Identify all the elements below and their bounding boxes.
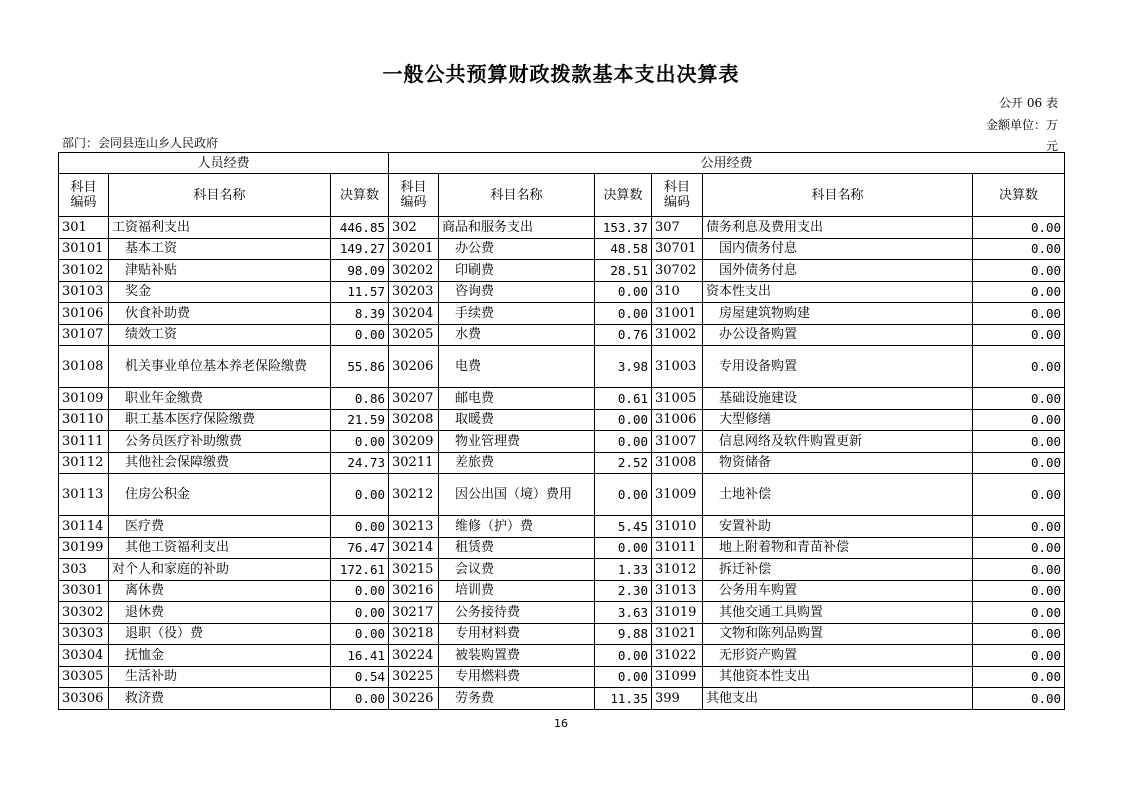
item-name: 津贴补贴: [109, 260, 331, 282]
item-code: 31001: [652, 303, 703, 325]
item-amount: 76.47: [331, 537, 389, 559]
item-amount: 0.00: [973, 645, 1065, 667]
item-code: 30207: [389, 388, 439, 410]
item-name: 离休费: [109, 580, 331, 602]
department-label: 部门：会同县连山乡人民政府: [62, 136, 219, 150]
item-code: 30209: [389, 431, 439, 453]
item-amount: 0.00: [595, 537, 652, 559]
item-name: 基本工资: [109, 238, 331, 260]
item-name: 物资储备: [703, 452, 973, 474]
item-name: 差旅费: [439, 452, 595, 474]
table-row: [59, 688, 1065, 710]
item-amount: 153.37: [595, 217, 652, 239]
table-row: [59, 645, 1065, 667]
item-amount: 0.61: [595, 388, 652, 410]
table-row: [59, 537, 1065, 559]
item-name: 职工基本医疗保险缴费: [109, 409, 331, 431]
item-amount: 0.00: [595, 409, 652, 431]
item-amount: 0.00: [973, 666, 1065, 688]
item-code: 30108: [59, 346, 109, 388]
item-amount: 0.00: [331, 431, 389, 453]
item-code: 31099: [652, 666, 703, 688]
item-code: 30216: [389, 580, 439, 602]
item-name: 国外债务付息: [703, 260, 973, 282]
item-amount: 0.00: [595, 281, 652, 303]
item-amount: 0.00: [331, 516, 389, 538]
item-code: 30206: [389, 346, 439, 388]
item-amount: 0.76: [595, 324, 652, 346]
table-row: [59, 474, 1065, 516]
item-code: 31005: [652, 388, 703, 410]
item-amount: 21.59: [331, 409, 389, 431]
item-name: 电费: [439, 346, 595, 388]
item-name: 抚恤金: [109, 645, 331, 667]
table-row: [59, 431, 1065, 453]
item-code: 30224: [389, 645, 439, 667]
item-amount: 0.00: [331, 324, 389, 346]
item-code: 30203: [389, 281, 439, 303]
item-amount: 149.27: [331, 238, 389, 260]
item-code: 30112: [59, 452, 109, 474]
item-name: 其他资本性支出: [703, 666, 973, 688]
page-number: 16: [554, 717, 568, 730]
item-code: 30215: [389, 559, 439, 581]
item-name: 债务利息及费用支出: [703, 217, 973, 239]
item-amount: 0.00: [595, 431, 652, 453]
table-row: [59, 346, 1065, 388]
item-name: 住房公积金: [109, 474, 331, 516]
item-amount: 0.00: [973, 303, 1065, 325]
item-name: 机关事业单位基本养老保险缴费: [109, 346, 331, 388]
item-code: 303: [59, 559, 109, 581]
item-code: 30202: [389, 260, 439, 282]
item-name: 救济费: [109, 688, 331, 710]
item-code: 307: [652, 217, 703, 239]
group-public: 公用经费: [389, 153, 1065, 174]
item-name: 房屋建筑物购建: [703, 303, 973, 325]
item-name: 退职（役）费: [109, 623, 331, 645]
item-name: 伙食补助费: [109, 303, 331, 325]
header-amount: 决算数: [973, 174, 1065, 217]
item-amount: 2.30: [595, 580, 652, 602]
item-name: 专用燃料费: [439, 666, 595, 688]
table-row: [59, 217, 1065, 239]
item-code: 31007: [652, 431, 703, 453]
item-name: 专用材料费: [439, 623, 595, 645]
item-name: 无形资产购置: [703, 645, 973, 667]
item-code: 31011: [652, 537, 703, 559]
item-amount: 0.00: [973, 324, 1065, 346]
item-amount: 0.00: [331, 623, 389, 645]
item-name: 公务接待费: [439, 602, 595, 624]
item-name: 公务用车购置: [703, 580, 973, 602]
item-code: 30212: [389, 474, 439, 516]
header-name: 科目名称: [109, 174, 331, 217]
item-code: 30106: [59, 303, 109, 325]
item-code: 30214: [389, 537, 439, 559]
item-name: 安置补助: [703, 516, 973, 538]
table-row: [59, 260, 1065, 282]
item-name: 职业年金缴费: [109, 388, 331, 410]
item-code: 30303: [59, 623, 109, 645]
item-amount: 0.54: [331, 666, 389, 688]
header-code: 科目 编码: [389, 174, 439, 217]
item-name: 文物和陈列品购置: [703, 623, 973, 645]
item-amount: 0.00: [973, 602, 1065, 624]
item-name: 其他支出: [703, 688, 973, 710]
item-code: 30114: [59, 516, 109, 538]
amount-unit-tail: 元: [1045, 139, 1058, 153]
item-amount: 0.00: [973, 217, 1065, 239]
item-amount: 3.63: [595, 602, 652, 624]
item-code: 30103: [59, 281, 109, 303]
item-code: 31010: [652, 516, 703, 538]
item-amount: 0.00: [595, 474, 652, 516]
item-code: 31006: [652, 409, 703, 431]
item-name: 基础设施建设: [703, 388, 973, 410]
item-amount: 0.00: [973, 431, 1065, 453]
item-amount: 0.00: [595, 666, 652, 688]
item-name: 其他工资福利支出: [109, 537, 331, 559]
item-amount: 9.88: [595, 623, 652, 645]
item-code: 31019: [652, 602, 703, 624]
item-name: 手续费: [439, 303, 595, 325]
table-row: [59, 559, 1065, 581]
table-row: [59, 388, 1065, 410]
item-code: 30301: [59, 580, 109, 602]
table-row: [59, 666, 1065, 688]
header-name: 科目名称: [439, 174, 595, 217]
item-name: 邮电费: [439, 388, 595, 410]
item-name: 医疗费: [109, 516, 331, 538]
item-code: 30304: [59, 645, 109, 667]
header-amount: 决算数: [331, 174, 389, 217]
item-name: 拆迁补偿: [703, 559, 973, 581]
table-row: [59, 623, 1065, 645]
item-name: 生活补助: [109, 666, 331, 688]
item-code: 31022: [652, 645, 703, 667]
item-name: 维修（护）费: [439, 516, 595, 538]
item-code: 30213: [389, 516, 439, 538]
item-name: 对个人和家庭的补助: [109, 559, 331, 581]
item-amount: 0.00: [973, 516, 1065, 538]
item-name: 地上附着物和青苗补偿: [703, 537, 973, 559]
header-code: 科目 编码: [59, 174, 109, 217]
item-name: 培训费: [439, 580, 595, 602]
item-code: 30226: [389, 688, 439, 710]
item-code: 30102: [59, 260, 109, 282]
item-name: 退休费: [109, 602, 331, 624]
table-row: [59, 238, 1065, 260]
item-amount: 3.98: [595, 346, 652, 388]
item-amount: 0.00: [973, 260, 1065, 282]
item-code: 30305: [59, 666, 109, 688]
item-code: 30205: [389, 324, 439, 346]
item-name: 租赁费: [439, 537, 595, 559]
table-row: [59, 602, 1065, 624]
item-amount: 0.00: [973, 559, 1065, 581]
item-name: 大型修缮: [703, 409, 973, 431]
item-amount: 55.86: [331, 346, 389, 388]
item-amount: 0.86: [331, 388, 389, 410]
item-amount: 24.73: [331, 452, 389, 474]
item-name: 奖金: [109, 281, 331, 303]
item-name: 劳务费: [439, 688, 595, 710]
item-name: 国内债务付息: [703, 238, 973, 260]
item-name: 公务员医疗补助缴费: [109, 431, 331, 453]
item-amount: 0.00: [973, 346, 1065, 388]
item-code: 31008: [652, 452, 703, 474]
item-name: 专用设备购置: [703, 346, 973, 388]
item-amount: 446.85: [331, 217, 389, 239]
item-amount: 0.00: [973, 580, 1065, 602]
item-name: 土地补偿: [703, 474, 973, 516]
item-amount: 0.00: [973, 474, 1065, 516]
header-code: 科目 编码: [652, 174, 703, 217]
group-header-row: [59, 153, 1065, 174]
item-code: 30204: [389, 303, 439, 325]
item-name: 取暖费: [439, 409, 595, 431]
item-amount: 0.00: [973, 688, 1065, 710]
item-amount: 0.00: [331, 580, 389, 602]
item-amount: 28.51: [595, 260, 652, 282]
item-code: 30211: [389, 452, 439, 474]
item-name: 水费: [439, 324, 595, 346]
item-name: 其他交通工具购置: [703, 602, 973, 624]
header-amount: 决算数: [595, 174, 652, 217]
item-amount: 0.00: [973, 281, 1065, 303]
item-code: 302: [389, 217, 439, 239]
item-code: 31012: [652, 559, 703, 581]
item-code: 31021: [652, 623, 703, 645]
table-row: [59, 516, 1065, 538]
item-code: 30109: [59, 388, 109, 410]
item-amount: 0.00: [973, 409, 1065, 431]
item-amount: 11.35: [595, 688, 652, 710]
item-amount: 5.45: [595, 516, 652, 538]
item-name: 资本性支出: [703, 281, 973, 303]
item-code: 30225: [389, 666, 439, 688]
table-row: [59, 409, 1065, 431]
form-number: 公开 06 表: [999, 96, 1058, 110]
expenditure-table: [58, 152, 1065, 710]
item-name: 因公出国（境）费用: [439, 474, 595, 516]
item-amount: 16.41: [331, 645, 389, 667]
item-code: 30101: [59, 238, 109, 260]
header-name: 科目名称: [703, 174, 973, 217]
item-name: 绩效工资: [109, 324, 331, 346]
group-personnel: 人员经费: [59, 153, 389, 174]
item-code: 30302: [59, 602, 109, 624]
item-amount: 0.00: [973, 623, 1065, 645]
item-amount: 172.61: [331, 559, 389, 581]
item-code: 30702: [652, 260, 703, 282]
column-header-row: [59, 174, 1065, 217]
item-code: 31003: [652, 346, 703, 388]
item-name: 其他社会保障缴费: [109, 452, 331, 474]
item-amount: 0.00: [973, 537, 1065, 559]
item-amount: 11.57: [331, 281, 389, 303]
item-name: 商品和服务支出: [439, 217, 595, 239]
item-amount: 8.39: [331, 303, 389, 325]
item-name: 办公费: [439, 238, 595, 260]
item-code: 30113: [59, 474, 109, 516]
item-amount: 0.00: [331, 688, 389, 710]
item-code: 30107: [59, 324, 109, 346]
item-code: 31013: [652, 580, 703, 602]
table-row: [59, 281, 1065, 303]
item-code: 30217: [389, 602, 439, 624]
item-amount: 2.52: [595, 452, 652, 474]
item-amount: 0.00: [973, 238, 1065, 260]
table-row: [59, 580, 1065, 602]
item-code: 31009: [652, 474, 703, 516]
item-name: 办公设备购置: [703, 324, 973, 346]
item-name: 被装购置费: [439, 645, 595, 667]
item-amount: 0.00: [331, 474, 389, 516]
page-title: 一般公共预算财政拨款基本支出决算表: [382, 62, 740, 86]
table-row: [59, 303, 1065, 325]
table-row: [59, 452, 1065, 474]
item-code: 30110: [59, 409, 109, 431]
item-name: 信息网络及软件购置更新: [703, 431, 973, 453]
item-code: 30306: [59, 688, 109, 710]
item-name: 物业管理费: [439, 431, 595, 453]
item-amount: 0.00: [595, 645, 652, 667]
item-amount: 98.09: [331, 260, 389, 282]
item-code: 30201: [389, 238, 439, 260]
item-code: 31002: [652, 324, 703, 346]
amount-unit-label: 金额单位：万: [985, 118, 1058, 132]
item-amount: 0.00: [973, 452, 1065, 474]
item-name: 工资福利支出: [109, 217, 331, 239]
item-code: 301: [59, 217, 109, 239]
item-code: 30199: [59, 537, 109, 559]
item-amount: 48.58: [595, 238, 652, 260]
item-name: 印刷费: [439, 260, 595, 282]
item-amount: 0.00: [595, 303, 652, 325]
item-code: 399: [652, 688, 703, 710]
item-amount: 1.33: [595, 559, 652, 581]
item-code: 30701: [652, 238, 703, 260]
item-amount: 0.00: [331, 602, 389, 624]
item-code: 310: [652, 281, 703, 303]
item-amount: 0.00: [973, 388, 1065, 410]
item-name: 咨询费: [439, 281, 595, 303]
item-name: 会议费: [439, 559, 595, 581]
table-row: [59, 324, 1065, 346]
item-code: 30208: [389, 409, 439, 431]
item-code: 30218: [389, 623, 439, 645]
item-code: 30111: [59, 431, 109, 453]
